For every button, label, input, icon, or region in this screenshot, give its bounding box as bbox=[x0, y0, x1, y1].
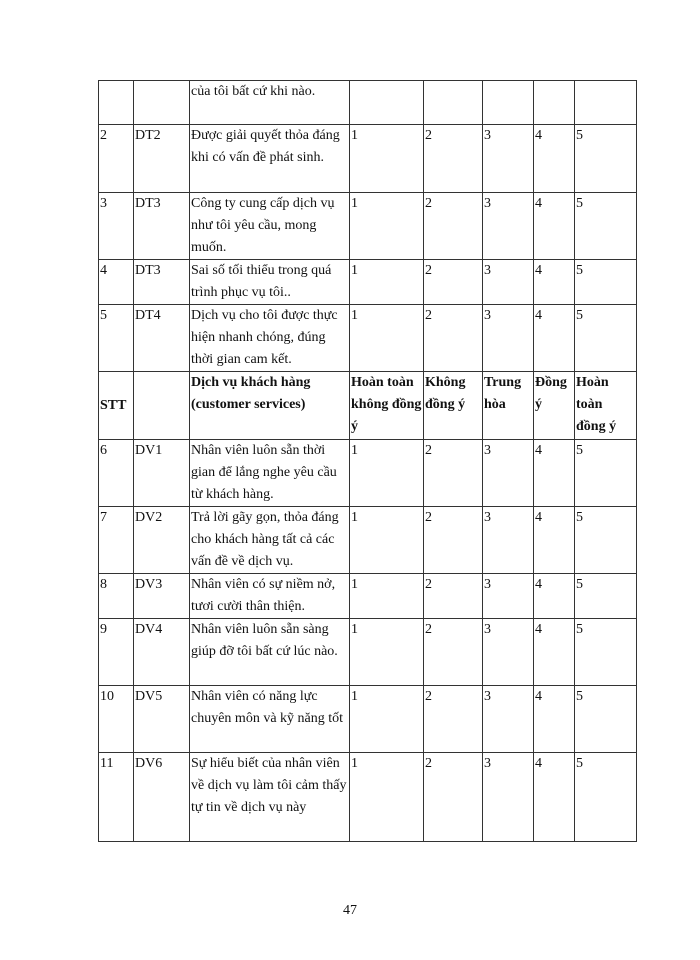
row-statement: Sai số tối thiểu trong quá trình phục vụ tôi.. bbox=[190, 260, 350, 305]
score-strongly-agree: 5 bbox=[575, 193, 637, 260]
score-strongly-agree: 5 bbox=[575, 507, 637, 574]
table-row bbox=[99, 440, 637, 507]
table-row bbox=[99, 81, 637, 125]
score-agree: 4 bbox=[534, 507, 575, 574]
score-strongly-disagree bbox=[350, 81, 424, 125]
row-stt: 5 bbox=[99, 305, 134, 372]
score-disagree: 2 bbox=[424, 305, 483, 372]
row-statement: Nhân viên có sự niềm nở, tươi cười thân thiện. bbox=[190, 574, 350, 619]
score-strongly-agree: 5 bbox=[575, 619, 637, 686]
row-statement: của tôi bất cứ khi nào. bbox=[190, 81, 350, 125]
row-code: DT2 bbox=[134, 125, 190, 193]
header-neutral: Trung hòa bbox=[483, 372, 534, 440]
row-code: DV1 bbox=[134, 440, 190, 507]
row-code bbox=[134, 81, 190, 125]
row-stt: 10 bbox=[99, 686, 134, 753]
score-disagree: 2 bbox=[424, 619, 483, 686]
score-neutral: 3 bbox=[483, 507, 534, 574]
score-strongly-agree: 5 bbox=[575, 574, 637, 619]
row-stt bbox=[99, 81, 134, 125]
row-stt: 4 bbox=[99, 260, 134, 305]
row-stt: 9 bbox=[99, 619, 134, 686]
row-statement: Nhân viên có năng lực chuyên môn và kỹ năng tốt bbox=[190, 686, 350, 753]
score-strongly-disagree: 1 bbox=[350, 125, 424, 193]
row-code: DV4 bbox=[134, 619, 190, 686]
score-neutral: 3 bbox=[483, 686, 534, 753]
row-code: DV6 bbox=[134, 753, 190, 842]
header-code bbox=[134, 372, 190, 440]
table-row bbox=[99, 305, 637, 372]
section-header-row bbox=[99, 372, 637, 440]
row-code: DV3 bbox=[134, 574, 190, 619]
score-neutral: 3 bbox=[483, 260, 534, 305]
score-strongly-agree: 5 bbox=[575, 686, 637, 753]
table-row bbox=[99, 619, 637, 686]
table-row bbox=[99, 193, 637, 260]
score-strongly-disagree: 1 bbox=[350, 619, 424, 686]
score-disagree: 2 bbox=[424, 574, 483, 619]
row-code: DT3 bbox=[134, 260, 190, 305]
row-statement: Trả lời gãy gọn, thỏa đáng cho khách hàng tất cả các vấn đề về dịch vụ. bbox=[190, 507, 350, 574]
row-code: DT3 bbox=[134, 193, 190, 260]
row-stt: 11 bbox=[99, 753, 134, 842]
table-header-section bbox=[99, 372, 637, 440]
row-statement: Nhân viên luôn sẵn sàng giúp đỡ tôi bất cứ lúc nào. bbox=[190, 619, 350, 686]
header-agree: Đồng ý bbox=[534, 372, 575, 440]
score-strongly-agree: 5 bbox=[575, 125, 637, 193]
score-disagree bbox=[424, 81, 483, 125]
score-neutral bbox=[483, 81, 534, 125]
row-stt: 6 bbox=[99, 440, 134, 507]
score-strongly-disagree: 1 bbox=[350, 507, 424, 574]
header-disagree: Không đồng ý bbox=[424, 372, 483, 440]
row-code: DV5 bbox=[134, 686, 190, 753]
row-code: DV2 bbox=[134, 507, 190, 574]
score-strongly-disagree: 1 bbox=[350, 574, 424, 619]
score-disagree: 2 bbox=[424, 260, 483, 305]
row-code: DT4 bbox=[134, 305, 190, 372]
score-disagree: 2 bbox=[424, 507, 483, 574]
score-neutral: 3 bbox=[483, 125, 534, 193]
row-stt: 2 bbox=[99, 125, 134, 193]
row-statement: Được giải quyết thỏa đáng khi có vấn đề phát sinh. bbox=[190, 125, 350, 193]
score-strongly-agree: 5 bbox=[575, 305, 637, 372]
row-stt: 8 bbox=[99, 574, 134, 619]
score-neutral: 3 bbox=[483, 440, 534, 507]
score-neutral: 3 bbox=[483, 574, 534, 619]
score-disagree: 2 bbox=[424, 193, 483, 260]
score-strongly-agree bbox=[575, 81, 637, 125]
score-agree: 4 bbox=[534, 753, 575, 842]
score-disagree: 2 bbox=[424, 686, 483, 753]
score-strongly-disagree: 1 bbox=[350, 260, 424, 305]
row-stt: 7 bbox=[99, 507, 134, 574]
score-agree: 4 bbox=[534, 619, 575, 686]
score-agree: 4 bbox=[534, 125, 575, 193]
header-stt: STT bbox=[99, 372, 134, 440]
score-strongly-disagree: 1 bbox=[350, 193, 424, 260]
score-disagree: 2 bbox=[424, 125, 483, 193]
row-statement: Sự hiểu biết của nhân viên về dịch vụ làm tôi cảm thấy tự tin về dịch vụ này bbox=[190, 753, 350, 842]
table-row bbox=[99, 574, 637, 619]
score-strongly-agree: 5 bbox=[575, 260, 637, 305]
score-disagree: 2 bbox=[424, 440, 483, 507]
header-strongly-disagree: Hoàn toàn không đồng ý bbox=[350, 372, 424, 440]
score-strongly-disagree: 1 bbox=[350, 305, 424, 372]
score-strongly-agree: 5 bbox=[575, 753, 637, 842]
score-disagree: 2 bbox=[424, 753, 483, 842]
score-agree: 4 bbox=[534, 193, 575, 260]
score-strongly-agree: 5 bbox=[575, 440, 637, 507]
table-row bbox=[99, 753, 637, 842]
table-body-bottom bbox=[99, 440, 637, 842]
row-stt: 3 bbox=[99, 193, 134, 260]
row-statement: Nhân viên luôn sẵn thời gian để lắng nghe yêu cầu từ khách hàng. bbox=[190, 440, 350, 507]
score-agree: 4 bbox=[534, 574, 575, 619]
score-strongly-disagree: 1 bbox=[350, 753, 424, 842]
table-body-top bbox=[99, 81, 637, 372]
header-section-title: Dịch vụ khách hàng (customer services) bbox=[190, 372, 350, 440]
score-neutral: 3 bbox=[483, 305, 534, 372]
table-row bbox=[99, 125, 637, 193]
score-agree bbox=[534, 81, 575, 125]
table-row bbox=[99, 686, 637, 753]
score-agree: 4 bbox=[534, 686, 575, 753]
survey-table bbox=[98, 80, 637, 842]
score-strongly-disagree: 1 bbox=[350, 686, 424, 753]
table-row bbox=[99, 260, 637, 305]
row-statement: Dịch vụ cho tôi được thực hiện nhanh chóng, đúng thời gian cam kết. bbox=[190, 305, 350, 372]
score-neutral: 3 bbox=[483, 619, 534, 686]
page-number: 47 bbox=[343, 903, 357, 918]
score-agree: 4 bbox=[534, 440, 575, 507]
header-strongly-agree: Hoàn toàn đồng ý bbox=[575, 372, 637, 440]
row-statement: Công ty cung cấp dịch vụ như tôi yêu cầu, mong muốn. bbox=[190, 193, 350, 260]
score-strongly-disagree: 1 bbox=[350, 440, 424, 507]
table-row bbox=[99, 507, 637, 574]
score-agree: 4 bbox=[534, 305, 575, 372]
score-neutral: 3 bbox=[483, 753, 534, 842]
score-neutral: 3 bbox=[483, 193, 534, 260]
score-agree: 4 bbox=[534, 260, 575, 305]
